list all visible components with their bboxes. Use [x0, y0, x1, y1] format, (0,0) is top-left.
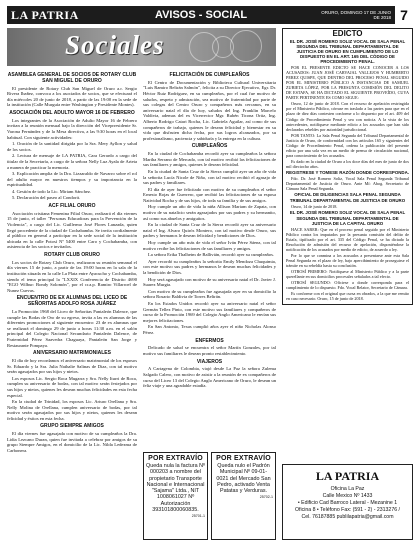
article-paragraph: Ayer recordó su cumpleaños la señorita Emily Mendoza Chuquimia, con este motivo sus padres y hermanos le desean muchas felicidades y la bendición de Dios. — [143, 258, 276, 275]
sociales-banner — [7, 28, 276, 66]
article-paragraph: Es dado en la ciudad de Oruro a los doce días del mes de junio de dos mil dieciocho años. — [286, 158, 409, 169]
article-paragraph: Oruro, 12 de junio de 2018. Con el recurso de apelación restringida por el Ministerio Público, córrase en traslado a las partes para que en el plazo de diez días contesten conforme a lo dispuesto por el art. 409 del Código de Procedimiento Penal y sea con noticia. A la vista de los antecedentes, notifíquese mediante edicto a los acusados que han sido declarados rebeldes por autoridad jurisdiccional. — [286, 101, 409, 132]
office-info-line: • Edificio Cad Barroco Lateral - Mezanine 1 — [297, 500, 398, 506]
article-heading: EL DR. JOSÉ ROMERO SOLIZ VOCAL DE SALA PENAL SEGUNDA DEL TRIBUNAL DEPARTAMENTAL DE JUSTICIA DE LA CAPITAL ORURO — [289, 210, 406, 226]
article-paragraph: La Promoción 1968 del Liceo de Señoritas Pantaleón Dalence, que cumple las Bodas de Oro de su egreso, invita a las ex alumnas de las diferentes promociones al siguiente encuentro: 23 de ex alumnas que se realizará el domingo 29 de junio a horas 11:30 a.m. en el salón principal del Colegio Nacional Secundario Pantaleón Dalence, de Fraternidad Pérez Saavedra Chaguaya, Pantaleón San Jorge y Restaurante Pompaya. — [7, 308, 137, 348]
article-paragraph: El día viernes fue agasajada con motivo de su cumpleaños la Dra. Lidia Lezcano Duran, quien fue invitada a celebrar por amigos de su grupo Siempre Amigos, en el domicilio de la Lic. Nilda Ledezma de Carbonera. — [7, 431, 137, 454]
lost-notice-ad — [211, 452, 276, 540]
article-paragraph: El día de ayer fue felicitado con motivo de su cumpleaños el señor Ernesto Rojas de Guerrero, que recibió las felicitaciones de su esposa Natividad Rocha y de sus hijos, de toda su familia y de sus amigos. — [143, 186, 276, 203]
article-paragraph: Los socios de Rotary Club Oruro, realizaron su reunión semanal el día viernes 15 de junio, a partir de las 19:00 horas en la sala de la institución situada en la calle La Plata entre Ayacucho y Cochabamba, siendo el tema principal la "LXXIX Conferencia de Distrito 4690 "EGO Wilbur: Bondy Solomón", por el cr.a.p. Ramiro Villarroel de Nunez Cuevas. — [7, 259, 137, 293]
article-paragraph: HACE SABER: Que en el proceso penal seguido por el Ministerio Público contra los imputados por la presunta comisión del delito de Estafa, tipificado por el art. 335 del Código Penal, se ha dictado la Resolución de admisión del recurso de apelación, disponiéndose la notificación de los acusados por medio de edicto, de acuerdo a ley. — [286, 226, 409, 252]
edicto-title: EDICTO — [332, 29, 363, 38]
ad-body: Queda nulo el Padrón Municipal Nº 09-01-0021 del Mercado San Pedro, activado Venta Patatas y Verduras. — [216, 463, 271, 495]
article-heading: CUMPLEAÑOS — [191, 143, 228, 150]
article-heading: GRUPO SIEMPRE AMIGOS — [40, 423, 104, 430]
article-paragraph: Oruro, 14 de junio de 2018. — [291, 204, 338, 210]
article-paragraph: Asociación cristiana Femenina Filial Oruro, realizará el día viernes 15 de junio, el taller "Personas Educadoras para la Prevención de la Violencia", a cargo del Lic. Guillermo José Flores Lanzada, quien llegó procedente de la ciudad de Cochabamba. Se invita cordialmente al público en general a participar en la sede social de la institución ubicada en la calle Potosí Nº 5400 entre Caro y Cochabamba, con asistencia de los socios e invitados. — [7, 210, 137, 250]
la-patria-office-box — [282, 464, 413, 540]
ad-code: 25701-1 — [191, 514, 205, 519]
article-paragraph: En los Estados Unidos recordó ayer su aniversario natal el señor Germán Tellez Pinto, con este motivo sus familiares y compañeros de curso de la Promoción 1969 del Colegio Anglo Americano le envían sus mejores felicitaciones. — [143, 300, 276, 323]
article-paragraph: En la ciudad de Trinidad, los esposos Lic. Arturo Orellana y Sra. Nelly Molina de Orellana, cumplen aniversario de bodas, por tal motivo serán agasajados por sus hijos y nietos, quienes les desean felicidad y éxitos en esta fecha. — [7, 399, 137, 421]
article-paragraph: En la ciudad de Cochabamba recordó ayer su cumpleaños la señora Martha Serrano de Mercado, con tal motivo recibió las felicitaciones de sus familiares y amigos, quienes le desean felicidad. — [143, 151, 276, 168]
article-paragraph: Hoy cumple un año más de vida el señor Iván Pérez Sáenz, con tal motivo recibe las felicitaciones de sus familiares y amigos. — [143, 240, 276, 251]
article-heading: ENCUENTRO DE EX ALUMNAS DEL LICEO DE SEÑORITAS ADOLFO ROSA JUÁREZ — [16, 295, 128, 308]
article-heading: ASAMBLEA GENERAL DE SOCIOS DE ROTARY CLUB SAN MIGUEL DE ORURO — [7, 72, 137, 84]
article-paragraph: 1. Oración de la santidad dirigida por la Sra. Mery Ayllon y salud de los socios. — [7, 141, 137, 152]
ad-title: POR EXTRAVÍO — [216, 455, 271, 462]
article-heading: FELICITACIÓN DE CUMPLEAÑOS — [169, 72, 250, 78]
article-heading: ENFERMOS — [195, 337, 224, 344]
article-heading: ANIVERSARIO MATRIMONIALES — [33, 350, 111, 357]
article-paragraph: OTROSÍ SEGUNDO: Ofíciese a donde corresponda para el cumplimiento de lo dispuesto. Fdo. Vocal Relator, Secretario de Cámara. — [286, 280, 409, 291]
article-heading: ROTARY CLUB ORURO — [44, 252, 100, 259]
article-paragraph: A Cartagena de Colombia, viajó desde La Paz la señora Zulema Salgado Calero, con motivo de asistir a la reunión de ex compañeros de curso del Liceo 13 del Colegio Anglo Americano de Oruro, le desean un feliz viaje y una agradable estadía. — [143, 366, 276, 389]
article-paragraph: Con motivo de su cumpleaños fue agasajada ayer en su domicilio la señora Rosario Baldivia de Torres Beltrán. — [143, 288, 276, 300]
issue-date: ORURO, DOMINGO 17 DE JUNIO DE 2018 — [321, 10, 391, 20]
article-paragraph: Delicado de salud se encuentra el señor Martín Gonzales, por tal motivo sus familiares le desean pronto restablecimiento. — [143, 345, 276, 356]
office-info-line: Oficina 8 • Teléfono Fax: (591 - 2) - 2313276 / — [295, 507, 400, 513]
la-patria-logo: LA PATRIA — [315, 469, 380, 483]
office-info-line: Calle Mexico Nº 1433 — [322, 493, 373, 499]
article-paragraph: 3. Explicación amplia de la Dra. Lizzaraldo de Navarro sobre el rol del adulto mayor en nuestros tiempos y su importancia en la espiritualidad. — [7, 171, 137, 188]
column-one — [7, 70, 137, 455]
article-paragraph: 2. Lectura de mensaje de LA PATRIA, Cara Gerardo a cargo del titular de la Secretaría, a cargo de la señora Nelly Luz Ayala de Arteta a manera de practicar la memoria. — [7, 153, 137, 170]
article-paragraph: Por lo que se conmina a los acusados a presentarse ante esta Sala Penal Segunda en el plazo de ley, bajo apercibimiento de proseguirse el trámite en su rebeldía hasta su conclusión. — [286, 252, 409, 269]
banner-decoration — [184, 30, 264, 64]
article-paragraph: Hoy cumple un año de vida la niña Allison Mariam de Zapata, con motivo de su natalicio serán agasajados por sus padres y su hermanito, así como sus abuelos y amiguitos. — [143, 204, 276, 221]
article-heading: EL DR. JOSÉ ROMERO SOLIZ VOCAL DE SALA PENAL SEGUNDA DEL TRIBUNAL DEPARTAMENTAL DE JUSTICIA DE ORURO EN CUMPLIMIENTO DE LO DISPUESTO EN EL ART. 165 DEL CÓDIGO DE PROCEDIMIENTO PENAL. — [289, 38, 406, 64]
article-paragraph: Los esposos Lic. Sergio Roca Mugarra y Sra. Nelly Iturri de Roca, cumplen su aniversario de bodas, con tal motivo serán festejados por sus hijos y nietos, quienes les desean muchas felicidades en esta fecha especial. — [7, 375, 137, 398]
banner-title: Sociales — [65, 30, 165, 60]
article-paragraph: El Centro de Documentación y Biblioteca Cultural Universitaria "Luis Ramiro Beltrán Salmón", felicita a su Director Ejecutivo, Egr. Dr. Héctor Ruiz Rodríguez, en su cumpleaños, por el cual fue motivo de saludos, respeto y admiración, sea motivo de fraternidad por parte de sus colegas del Centro Oruro y compañeros más cercanos, en su aniversario natal el día de hoy, saludos del Ing. Franklin Marcelo Valdivia, ademas del ex Vicerrector Mgr. Rubén Ticona Ortiz, Ing. Alberto Rodrigo Catari Rocha, Lic. Gabriela Aguilar, así como de sus compañeros de trabajo, quienes le desean felicidad y bienestar en su vida que disfruten dicha fecha, por sus logros alcanzados, por su profesionalismo, paciencia y sabiduría y la entrega en la cultura. — [143, 79, 276, 141]
column-three — [282, 28, 413, 305]
office-info-line: Oficina La Paz — [330, 486, 365, 492]
article-heading: ASOCIACIÓN DEL ADULTO MAYOR 16 DE FEBRERO — [9, 109, 135, 116]
article-heading: ACF FILIAL ORURO — [48, 203, 96, 210]
article-heading: VIAJEROS — [196, 358, 223, 365]
ad-body: Queda nula la factura Nº 000203 a nombre del propietario Transporte Nacional e Internacional "Sajama" Ltda., NIT 1008061027 Nº Autorización 393101800060835. — [146, 463, 205, 514]
page-number: 7 — [395, 6, 413, 24]
classified-ads — [143, 452, 276, 540]
article-paragraph: 4. Gestión de todo la Lic. Miriam Sánchez. — [12, 188, 92, 194]
article-paragraph: La señora Erika Thalheim de Ballivián, recordó ayer su cumpleaños. — [148, 252, 275, 258]
edicto-notice — [282, 28, 413, 305]
article-paragraph: En la ciudad de Santa Cruz de la Sierra recordó ayer su aniversario natal el Ing. Alvaro Quirós Montero, con tal motivo desde Oruro, sus padres y hermanos le desean felicidad y bendiciones de Dios. — [143, 222, 276, 239]
article-paragraph: POR EL PRESENTE EDICTO SE HACE CONOCER A LOS ACUSADOS: JUAN JOSÉ CARVAJAL VALLEJOS Y HUMBERTO PEREZ QUISPE, QUE DENTRO DEL PROCESO PENAL SEGUIDO POR EL MINISTERIO PÚBLICO A INSTANCIAS DE SAMUEL ZUBIETA LÓPEZ, POR LA PRESUNTA COMISIÓN DEL DELITO DE ESTAFA, SE HA DICTADO EL SIGUIENTE PROVEÍDO, CUYA PARTE PERTINENTE ES COMO SIGUE: — [286, 65, 409, 101]
article-paragraph: Es conforme con el original que cursa en obrados, a la que me remito en caso necesario. Oruro, 15 de junio de 2018. — [286, 291, 409, 302]
article-heading: REGISTRESE Y TOMESE RAZÓN DONDE CORRESPONDA. — [286, 170, 409, 175]
lost-notice-ad — [143, 452, 208, 540]
article-paragraph: Los integrantes de la Asociación de Adulto Mayor 16 de Febrero invitan a la reunión mensual bajo la dirección del Viceprresidente Sr. Varona Fernández y de la Mesa directiva, a las 9:30 horas en el local habitual. Con siguiente actividades: — [7, 117, 137, 140]
article-paragraph: Fdo. Dr. José Romero Soliz, Vocal Sala Penal Segunda Tribunal Departamental de Justicia de Oruro. Ante Mí: Abog. Secretario de Cámara Sala Penal Segunda. — [286, 176, 409, 192]
ad-title: POR EXTRAVÍO — [148, 455, 203, 462]
article-heading: OFICIAL DE DILIGENCIAS SALA PENAL SEGUNDA — [294, 192, 401, 198]
article-paragraph: En San Antonio, Texas cumplió años ayer el niño Nicholas Alonso Pérez. — [143, 324, 276, 335]
article-paragraph: El día de hoy recordamos el aniversario matrimonial de los esposos Sr. Eduardo y la Sra. Julia Nathalie Salinas de Diaz, con tal motivo serán agasajados por sus hijos y nietos. — [7, 357, 137, 375]
article-paragraph: 5. Declaración del paseo al Condorit. — [12, 195, 81, 201]
article-heading: TRIBUNAL DEPARTAMENTAL DE JUSTICIA DE ORURO — [289, 198, 406, 204]
office-info-line: Cel. 76187885 publilapatria@gmail.com — [301, 514, 394, 520]
masthead — [7, 6, 413, 24]
section-title: AVISOS - SOCIAL — [154, 9, 248, 21]
article-paragraph: En la ciudad de Santa Cruz de la Sierra cumplió ayer un año de vida la señorita Lucía Nicole de Niño, con tal motivo recibió el agasajo de sus padres y familiares. — [143, 168, 276, 186]
article-paragraph: Hoy será agasajado con motivo de su aniversario natal el Dr. Javier J. Suarez Murgia. — [143, 276, 276, 288]
article-paragraph: OTROSÍ PRIMERO: Notifíquese al Ministerio Público y a la parte querellante en sus domicilios procesales señalados a tal efecto. — [286, 269, 409, 280]
article-paragraph: POR TANTO: La Sala Penal Segunda del Tribunal Departamental de Justicia de Oruro, de conformidad con los artículos 165 y siguientes del Código de Procedimiento Penal, ordena la publicación del presente edicto por una sola vez en un medio de prensa de circulación nacional, para conocimiento de los acusados. — [286, 132, 409, 158]
column-two — [143, 70, 276, 390]
article-paragraph: El presidente de Rotary Club San Miguel de Oruro a.r. Sergio Rivera Ibañez, convoca a los asociados de socios, que se efectuará el día miércoles 20 de junio de 2018, a partir de las 19:00 en la sede de la institución (Calle Murguía entre Washington y Presidente Montes). — [7, 85, 137, 108]
ad-code: 25702-1 — [259, 495, 273, 500]
newspaper-title: LA PATRIA — [11, 7, 79, 22]
